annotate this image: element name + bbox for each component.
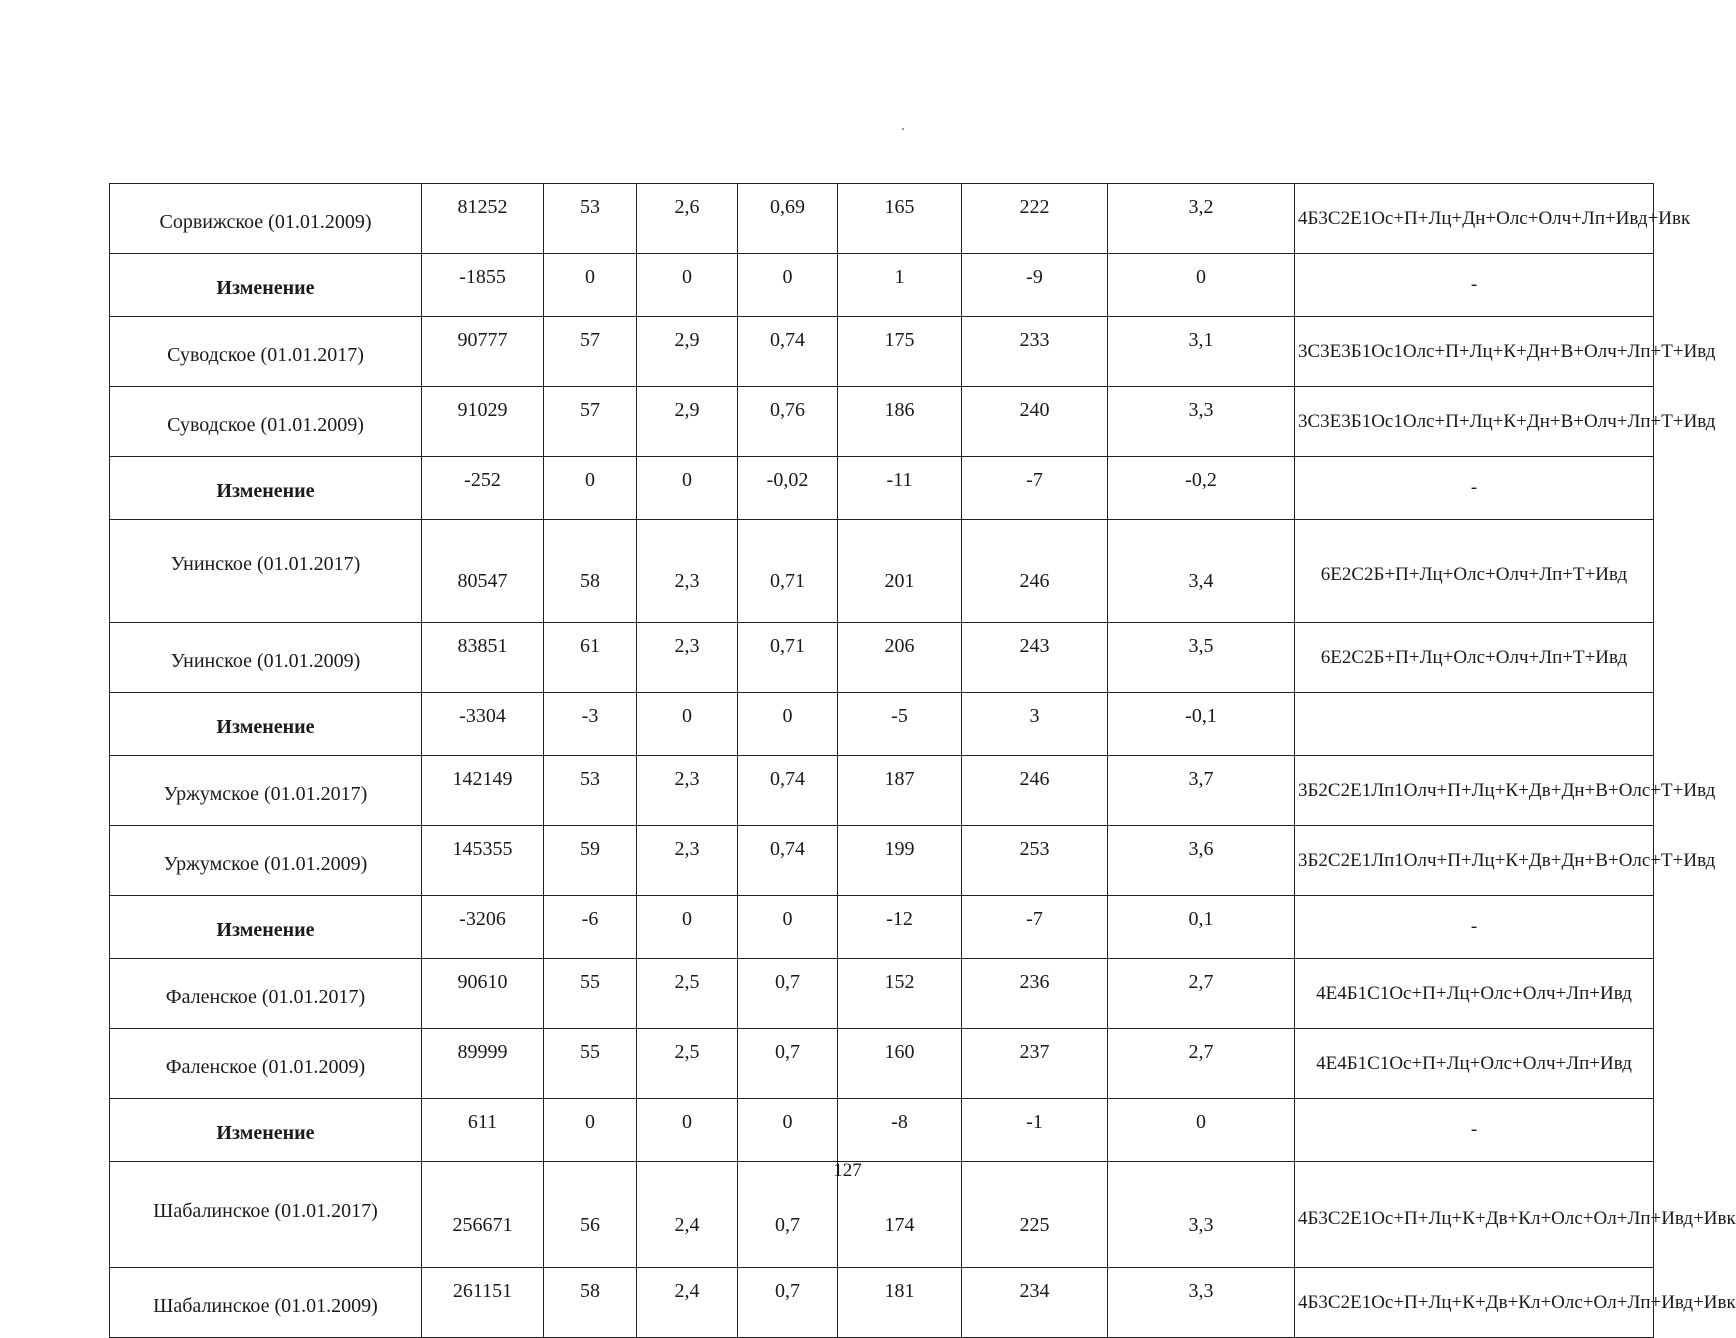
cell-value-1: 256671 — [422, 1162, 544, 1268]
cell-value-4: 0 — [738, 1099, 838, 1162]
cell-value-6: 253 — [962, 826, 1108, 896]
cell-value-5: 1 — [838, 254, 962, 317]
cell-value-1: 80547 — [422, 520, 544, 623]
table-row — [110, 1029, 1654, 1099]
cell-value-4: 0 — [738, 254, 838, 317]
cell-value-1: 89999 — [422, 1029, 544, 1099]
row-name: Суводское (01.01.2017) — [110, 317, 422, 387]
table-row — [110, 317, 1654, 387]
cell-value-7: 0 — [1108, 254, 1295, 317]
cell-value-7: 3,3 — [1108, 1268, 1295, 1338]
cell-value-5: 174 — [838, 1162, 962, 1268]
cell-value-2: 61 — [544, 623, 637, 693]
cell-value-2: 55 — [544, 1029, 637, 1099]
row-name: Изменение — [110, 457, 422, 520]
cell-value-7: 3,5 — [1108, 623, 1295, 693]
species-composition: - — [1295, 896, 1654, 959]
cell-value-1: 90610 — [422, 959, 544, 1029]
cell-value-6: 240 — [962, 387, 1108, 457]
cell-value-7: 3,4 — [1108, 520, 1295, 623]
cell-value-1: -252 — [422, 457, 544, 520]
cell-value-3: 2,5 — [637, 1029, 738, 1099]
species-composition: - — [1295, 1099, 1654, 1162]
cell-value-4: 0,74 — [738, 756, 838, 826]
cell-value-6: -1 — [962, 1099, 1108, 1162]
row-name: Фаленское (01.01.2017) — [110, 959, 422, 1029]
cell-value-3: 2,3 — [637, 826, 738, 896]
cell-value-3: 2,4 — [637, 1162, 738, 1268]
cell-value-5: 181 — [838, 1268, 962, 1338]
cell-value-2: 55 — [544, 959, 637, 1029]
cell-value-4: 0,69 — [738, 184, 838, 254]
cell-value-7: 3,2 — [1108, 184, 1295, 254]
cell-value-7: 3,3 — [1108, 1162, 1295, 1268]
table-row-change — [110, 693, 1654, 756]
cell-value-6: -9 — [962, 254, 1108, 317]
scan-speck — [902, 128, 904, 130]
cell-value-2: 53 — [544, 184, 637, 254]
page-number: 127 — [833, 1160, 862, 1181]
cell-value-2: 57 — [544, 317, 637, 387]
row-name: Изменение — [110, 254, 422, 317]
cell-value-1: 145355 — [422, 826, 544, 896]
cell-value-7: 3,6 — [1108, 826, 1295, 896]
row-name: Суводское (01.01.2009) — [110, 387, 422, 457]
cell-value-5: 186 — [838, 387, 962, 457]
cell-value-2: 58 — [544, 1268, 637, 1338]
species-composition: 3С3Е3Б1Ос1Олс+П+Лц+К+Дн+В+Олч+Лп+Т+Ивд — [1295, 387, 1654, 457]
cell-value-3: 2,9 — [637, 387, 738, 457]
table-row-change — [110, 254, 1654, 317]
cell-value-2: 0 — [544, 1099, 637, 1162]
species-composition: 6Е2С2Б+П+Лц+Олс+Олч+Лп+Т+Ивд — [1295, 623, 1654, 693]
cell-value-2: -3 — [544, 693, 637, 756]
cell-value-6: -7 — [962, 457, 1108, 520]
cell-value-6: 222 — [962, 184, 1108, 254]
cell-value-2: 56 — [544, 1162, 637, 1268]
cell-value-4: 0,74 — [738, 826, 838, 896]
table-row-change — [110, 1099, 1654, 1162]
row-name: Фаленское (01.01.2009) — [110, 1029, 422, 1099]
row-name: Унинское (01.01.2017) — [110, 520, 422, 623]
cell-value-6: 234 — [962, 1268, 1108, 1338]
cell-value-5: 160 — [838, 1029, 962, 1099]
table-row-change — [110, 457, 1654, 520]
cell-value-7: 2,7 — [1108, 959, 1295, 1029]
cell-value-7: 3,7 — [1108, 756, 1295, 826]
cell-value-5: -11 — [838, 457, 962, 520]
cell-value-7: -0,2 — [1108, 457, 1295, 520]
cell-value-1: 142149 — [422, 756, 544, 826]
cell-value-5: 152 — [838, 959, 962, 1029]
cell-value-5: -8 — [838, 1099, 962, 1162]
cell-value-3: 2,3 — [637, 756, 738, 826]
cell-value-7: 3,1 — [1108, 317, 1295, 387]
cell-value-4: 0 — [738, 896, 838, 959]
cell-value-1: 90777 — [422, 317, 544, 387]
cell-value-3: 0 — [637, 1099, 738, 1162]
cell-value-3: 2,6 — [637, 184, 738, 254]
row-name: Изменение — [110, 693, 422, 756]
cell-value-6: -7 — [962, 896, 1108, 959]
table-row — [110, 756, 1654, 826]
species-composition: 4Е4Б1С1Ос+П+Лц+Олс+Олч+Лп+Ивд — [1295, 1029, 1654, 1099]
cell-value-3: 2,4 — [637, 1268, 738, 1338]
cell-value-6: 246 — [962, 756, 1108, 826]
cell-value-3: 2,5 — [637, 959, 738, 1029]
cell-value-1: -3304 — [422, 693, 544, 756]
species-composition: 4Б3С2Е1Ос+П+Лц+К+Дв+Кл+Олс+Ол+Лп+Ивд+Ивк — [1295, 1162, 1654, 1268]
cell-value-3: 2,3 — [637, 623, 738, 693]
row-name: Унинское (01.01.2009) — [110, 623, 422, 693]
cell-value-4: -0,02 — [738, 457, 838, 520]
cell-value-4: 0,7 — [738, 959, 838, 1029]
cell-value-5: 199 — [838, 826, 962, 896]
species-composition: 3Б2С2Е1Лп1Олч+П+Лц+К+Дв+Дн+В+Олс+Т+Ивд — [1295, 826, 1654, 896]
cell-value-7: 0 — [1108, 1099, 1295, 1162]
cell-value-2: 57 — [544, 387, 637, 457]
cell-value-3: 2,3 — [637, 520, 738, 623]
cell-value-5: 187 — [838, 756, 962, 826]
cell-value-1: 83851 — [422, 623, 544, 693]
table-row — [110, 1268, 1654, 1338]
cell-value-3: 0 — [637, 254, 738, 317]
cell-value-6: 225 — [962, 1162, 1108, 1268]
cell-value-2: 0 — [544, 457, 637, 520]
species-composition: 4Е4Б1С1Ос+П+Лц+Олс+Олч+Лп+Ивд — [1295, 959, 1654, 1029]
cell-value-4: 0,71 — [738, 623, 838, 693]
row-name: Уржумское (01.01.2009) — [110, 826, 422, 896]
cell-value-7: 3,3 — [1108, 387, 1295, 457]
cell-value-6: 237 — [962, 1029, 1108, 1099]
species-composition: 4Б3С2Е1Ос+П+Лц+К+Дв+Кл+Олс+Ол+Лп+Ивд+Ивк — [1295, 1268, 1654, 1338]
cell-value-1: -3206 — [422, 896, 544, 959]
table-row-change — [110, 896, 1654, 959]
cell-value-4: 0,74 — [738, 317, 838, 387]
cell-value-6: 233 — [962, 317, 1108, 387]
cell-value-5: 201 — [838, 520, 962, 623]
table-row — [110, 387, 1654, 457]
cell-value-4: 0,76 — [738, 387, 838, 457]
cell-value-7: 0,1 — [1108, 896, 1295, 959]
table-row — [110, 520, 1654, 623]
table-row — [110, 959, 1654, 1029]
table-row — [110, 623, 1654, 693]
species-composition: 3С3Е3Б1Ос1Олс+П+Лц+К+Дн+В+Олч+Лп+Т+Ивд — [1295, 317, 1654, 387]
species-composition: - — [1295, 254, 1654, 317]
cell-value-4: 0,7 — [738, 1268, 838, 1338]
cell-value-2: -6 — [544, 896, 637, 959]
cell-value-1: 91029 — [422, 387, 544, 457]
cell-value-6: 243 — [962, 623, 1108, 693]
cell-value-5: 165 — [838, 184, 962, 254]
cell-value-5: -5 — [838, 693, 962, 756]
cell-value-5: 175 — [838, 317, 962, 387]
species-composition: 6Е2С2Б+П+Лц+Олс+Олч+Лп+Т+Ивд — [1295, 520, 1654, 623]
cell-value-4: 0,7 — [738, 1162, 838, 1268]
cell-value-4: 0,7 — [738, 1029, 838, 1099]
cell-value-1: -1855 — [422, 254, 544, 317]
cell-value-1: 81252 — [422, 184, 544, 254]
cell-value-3: 2,9 — [637, 317, 738, 387]
cell-value-3: 0 — [637, 693, 738, 756]
table-row — [110, 826, 1654, 896]
cell-value-4: 0 — [738, 693, 838, 756]
row-name: Шабалинское (01.01.2017) — [110, 1162, 422, 1268]
cell-value-6: 246 — [962, 520, 1108, 623]
cell-value-2: 58 — [544, 520, 637, 623]
species-composition: 4Б3С2Е1Ос+П+Лц+Дн+Олс+Олч+Лп+Ивд+Ивк — [1295, 184, 1654, 254]
cell-value-5: -12 — [838, 896, 962, 959]
cell-value-2: 59 — [544, 826, 637, 896]
cell-value-2: 53 — [544, 756, 637, 826]
table-row — [110, 184, 1654, 254]
cell-value-7: 2,7 — [1108, 1029, 1295, 1099]
cell-value-6: 3 — [962, 693, 1108, 756]
species-composition — [1295, 693, 1654, 756]
row-name: Изменение — [110, 1099, 422, 1162]
cell-value-2: 0 — [544, 254, 637, 317]
cell-value-1: 611 — [422, 1099, 544, 1162]
cell-value-3: 0 — [637, 896, 738, 959]
cell-value-3: 0 — [637, 457, 738, 520]
species-composition: - — [1295, 457, 1654, 520]
cell-value-1: 261151 — [422, 1268, 544, 1338]
species-composition: 3Б2С2Е1Лп1Олч+П+Лц+К+Дв+Дн+В+Олс+Т+Ивд — [1295, 756, 1654, 826]
cell-value-5: 206 — [838, 623, 962, 693]
cell-value-7: -0,1 — [1108, 693, 1295, 756]
row-name: Уржумское (01.01.2017) — [110, 756, 422, 826]
row-name: Шабалинское (01.01.2009) — [110, 1268, 422, 1338]
cell-value-6: 236 — [962, 959, 1108, 1029]
cell-value-4: 0,71 — [738, 520, 838, 623]
row-name: Сорвижское (01.01.2009) — [110, 184, 422, 254]
row-name: Изменение — [110, 896, 422, 959]
